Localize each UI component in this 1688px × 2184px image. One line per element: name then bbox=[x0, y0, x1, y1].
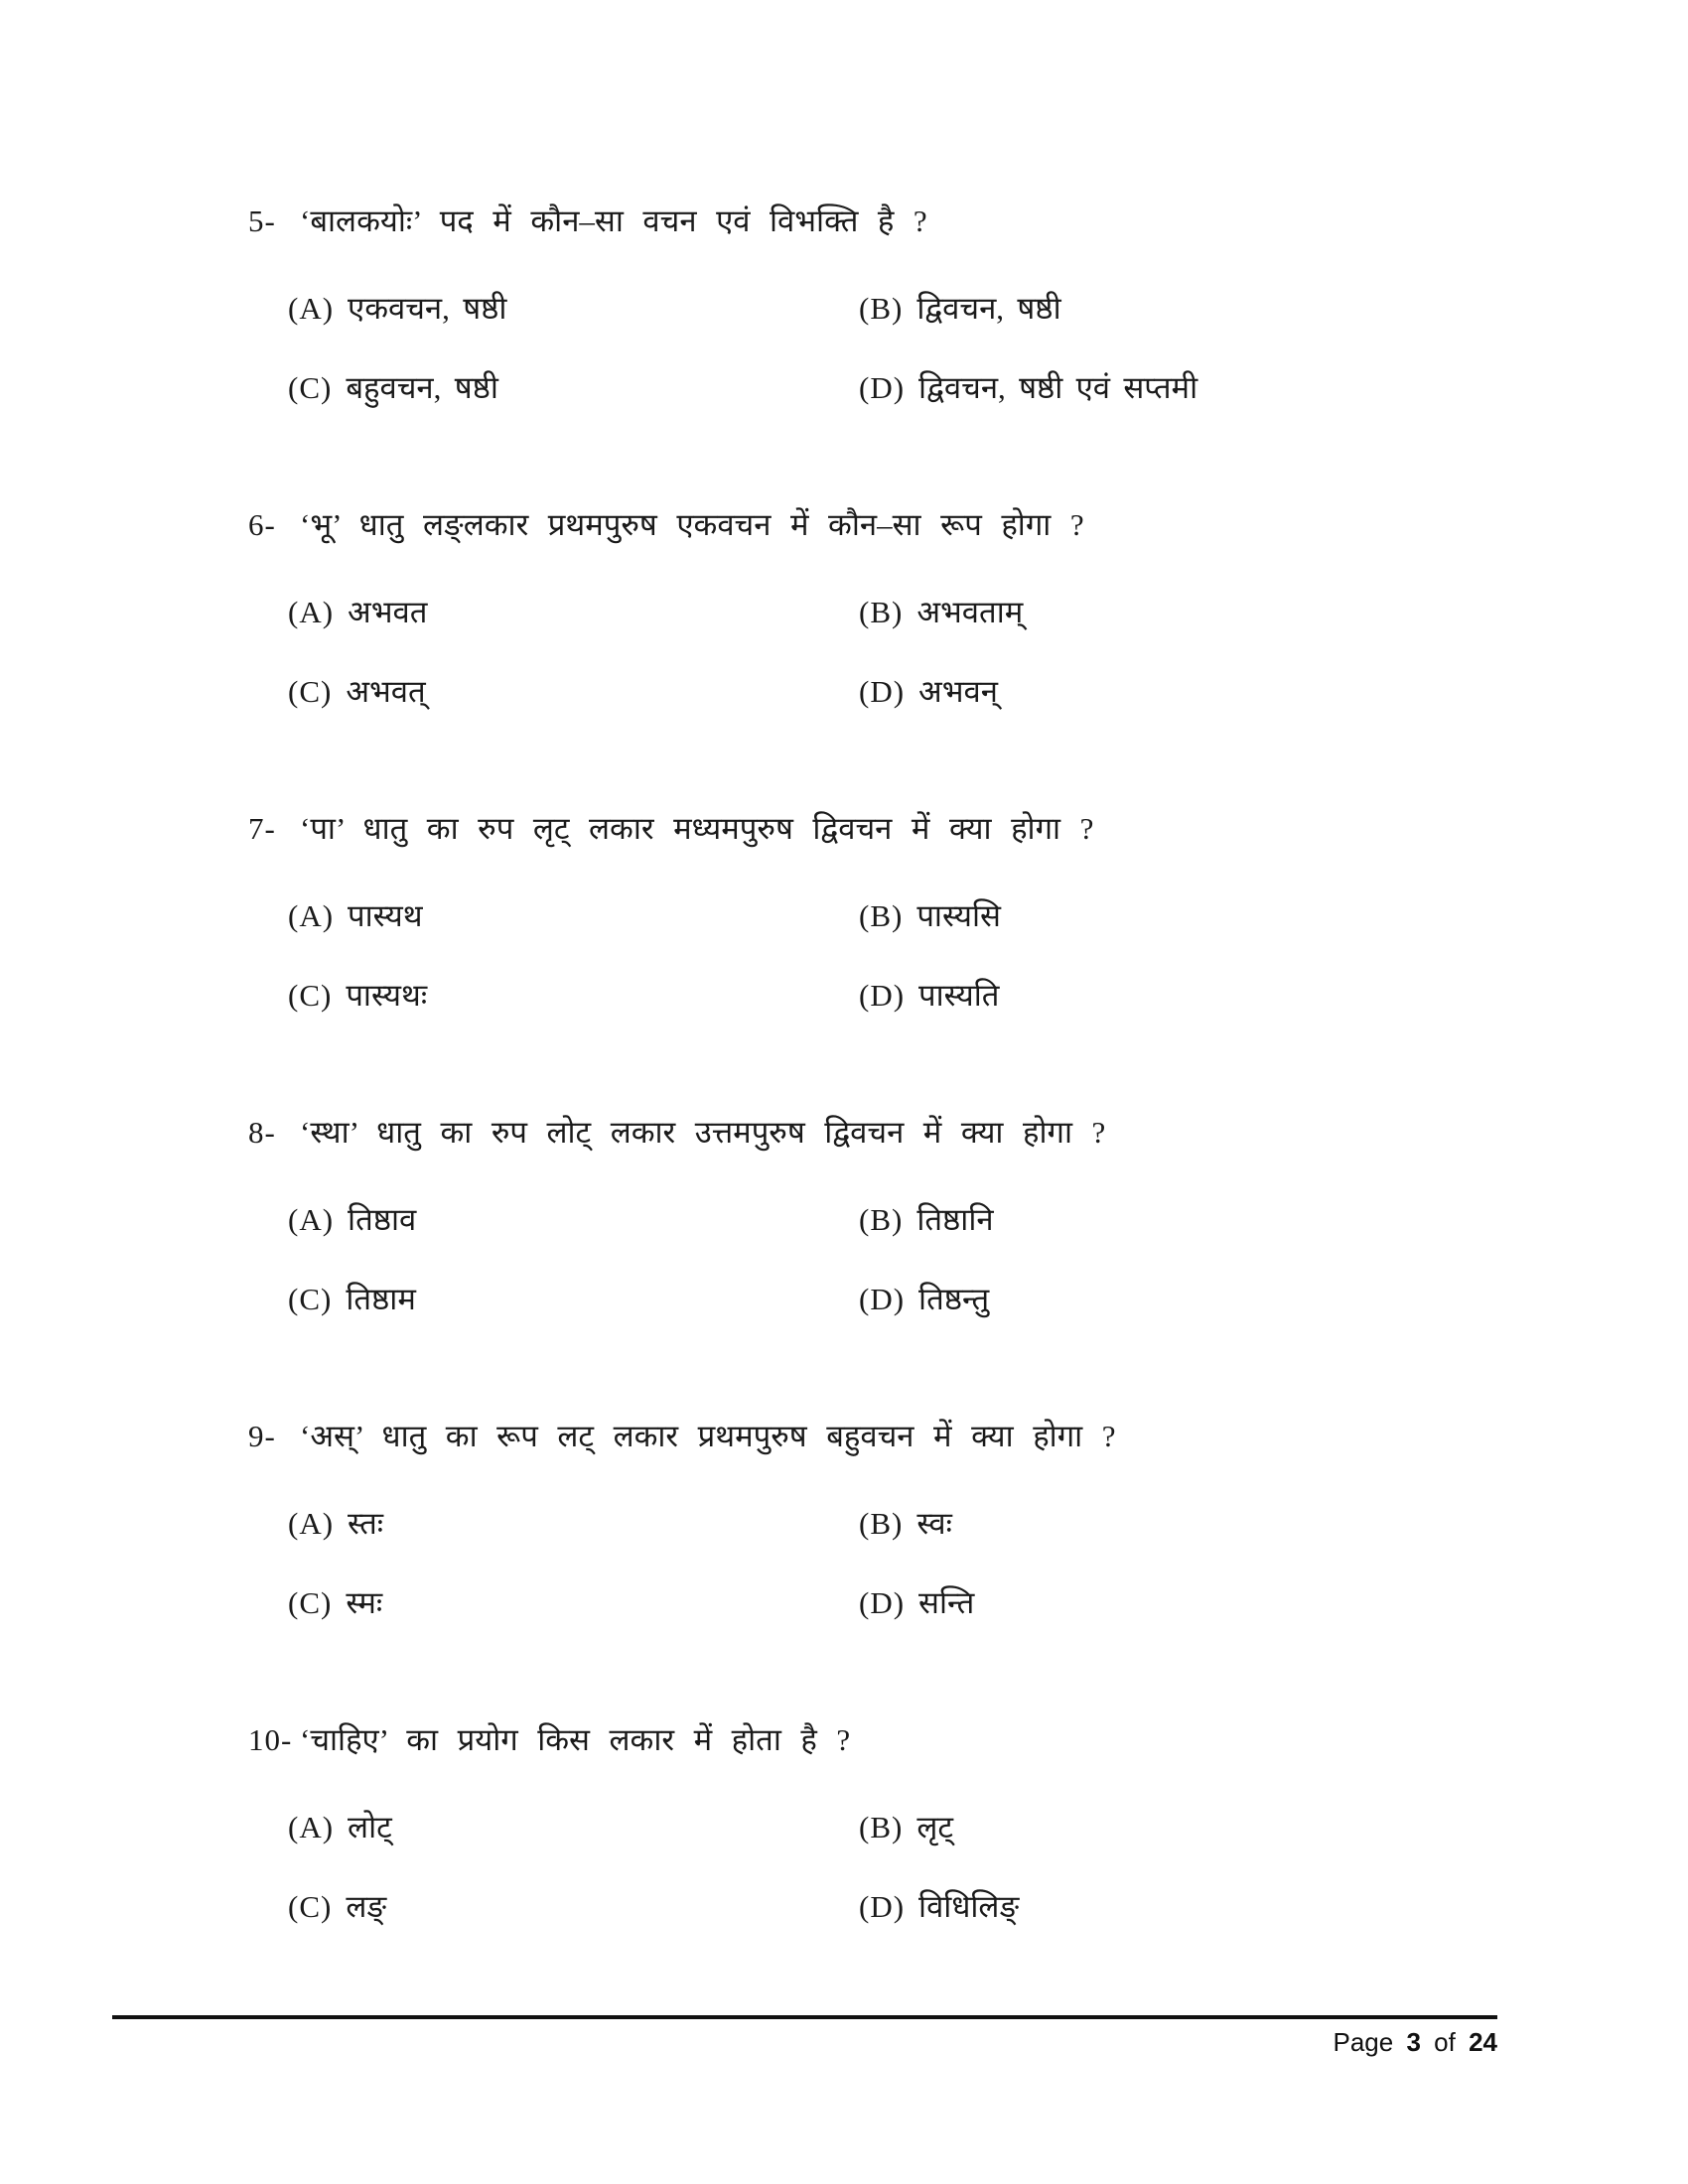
question-line bbox=[248, 199, 1499, 244]
options-grid bbox=[248, 1501, 1499, 1626]
options-grid bbox=[248, 286, 1499, 411]
option-label: (D) bbox=[859, 1585, 906, 1620]
question-text: ‘अस्’ धातु का रूप लट् लकार प्रथमपुरुष बहुवचन में क्या होगा ? bbox=[300, 1419, 1116, 1453]
question-line bbox=[248, 502, 1499, 548]
option-c bbox=[288, 1580, 859, 1626]
options-grid bbox=[248, 893, 1499, 1019]
option-d bbox=[859, 365, 1499, 411]
option-label: (D) bbox=[859, 978, 906, 1013]
page-footer bbox=[112, 2015, 1497, 2058]
option-label: (A) bbox=[288, 1202, 335, 1237]
option-label: (A) bbox=[288, 1506, 335, 1541]
option-c bbox=[288, 669, 859, 715]
option-text: तिष्ठाम bbox=[346, 1282, 416, 1316]
option-label: (C) bbox=[288, 674, 333, 709]
option-text: अभवत bbox=[348, 595, 428, 629]
option-text: एकवचन, षष्ठी bbox=[348, 291, 507, 326]
option-text: पास्यसि bbox=[916, 898, 1001, 933]
question-text: ‘बालकयोः’ पद में कौन–सा वचन एवं विभक्ति है ? bbox=[300, 204, 927, 238]
option-text: लङ् bbox=[346, 1889, 387, 1924]
question-8 bbox=[248, 1110, 1499, 1322]
question-6 bbox=[248, 502, 1499, 715]
option-b bbox=[859, 1501, 1499, 1547]
footer-word-of: of bbox=[1434, 2027, 1456, 2057]
option-text: स्वः bbox=[916, 1506, 952, 1541]
option-label: (C) bbox=[288, 370, 333, 405]
option-b bbox=[859, 1197, 1499, 1243]
question-line bbox=[248, 806, 1499, 852]
option-c bbox=[288, 1884, 859, 1930]
option-label: (B) bbox=[859, 1506, 904, 1541]
question-text: ‘भू’ धातु लङ्लकार प्रथमपुरुष एकवचन में कौन–सा रूप होगा ? bbox=[300, 507, 1084, 542]
option-c bbox=[288, 1277, 859, 1322]
option-text: सन्ति bbox=[918, 1585, 975, 1620]
option-label: (A) bbox=[288, 595, 335, 629]
option-b bbox=[859, 590, 1499, 635]
option-text: बहुवचन, षष्ठी bbox=[346, 370, 498, 405]
option-c bbox=[288, 365, 859, 411]
option-text: स्तः bbox=[348, 1506, 384, 1541]
option-text: स्मः bbox=[346, 1585, 383, 1620]
option-b bbox=[859, 893, 1499, 939]
option-label: (B) bbox=[859, 291, 904, 326]
option-c bbox=[288, 973, 859, 1019]
option-label: (D) bbox=[859, 1889, 906, 1924]
option-text: द्विवचन, षष्ठी एवं सप्तमी bbox=[918, 370, 1198, 405]
option-d bbox=[859, 1277, 1499, 1322]
question-9 bbox=[248, 1414, 1499, 1626]
option-text: लृट् bbox=[916, 1810, 953, 1844]
footer-divider bbox=[112, 2015, 1497, 2019]
option-label: (B) bbox=[859, 898, 904, 933]
option-text: पास्यति bbox=[918, 978, 1000, 1013]
option-label: (D) bbox=[859, 1282, 906, 1316]
option-label: (A) bbox=[288, 1810, 335, 1844]
option-a bbox=[288, 590, 859, 635]
options-grid bbox=[248, 1805, 1499, 1930]
option-label: (B) bbox=[859, 595, 904, 629]
question-line bbox=[248, 1110, 1499, 1156]
option-label: (C) bbox=[288, 1889, 333, 1924]
option-label: (C) bbox=[288, 978, 333, 1013]
option-text: तिष्ठन्तु bbox=[918, 1282, 990, 1316]
option-b bbox=[859, 286, 1499, 332]
options-grid bbox=[248, 1197, 1499, 1322]
option-d bbox=[859, 973, 1499, 1019]
option-label: (D) bbox=[859, 370, 906, 405]
question-10 bbox=[248, 1717, 1499, 1930]
option-text: द्विवचन, षष्ठी bbox=[916, 291, 1061, 326]
option-a bbox=[288, 1805, 859, 1850]
question-text: ‘चाहिए’ का प्रयोग किस लकार में होता है ? bbox=[300, 1722, 851, 1757]
question-text: ‘पा’ धातु का रुप लृट् लकार मध्यमपुरुष द्विवचन में क्या होगा ? bbox=[300, 811, 1094, 846]
option-d bbox=[859, 669, 1499, 715]
question-number: 5- bbox=[248, 204, 276, 238]
option-text: अभवताम् bbox=[916, 595, 1024, 629]
option-text: अभवत् bbox=[346, 674, 426, 709]
option-text: पास्यथः bbox=[346, 978, 428, 1013]
option-label: (B) bbox=[859, 1202, 904, 1237]
question-number: 9- bbox=[248, 1419, 276, 1453]
question-list bbox=[248, 199, 1499, 2021]
footer-total-pages: 24 bbox=[1469, 2027, 1497, 2057]
question-line bbox=[248, 1414, 1499, 1459]
page-number-indicator bbox=[112, 2027, 1497, 2058]
option-label: (B) bbox=[859, 1810, 904, 1844]
option-text: पास्यथ bbox=[348, 898, 423, 933]
question-line bbox=[248, 1717, 1499, 1763]
option-a bbox=[288, 1501, 859, 1547]
footer-word-page: Page bbox=[1333, 2027, 1394, 2057]
options-grid bbox=[248, 590, 1499, 715]
option-label: (A) bbox=[288, 898, 335, 933]
option-a bbox=[288, 1197, 859, 1243]
option-label: (C) bbox=[288, 1282, 333, 1316]
question-7 bbox=[248, 806, 1499, 1019]
question-number: 8- bbox=[248, 1115, 276, 1150]
option-b bbox=[859, 1805, 1499, 1850]
option-text: तिष्ठाव bbox=[348, 1202, 417, 1237]
option-d bbox=[859, 1580, 1499, 1626]
option-label: (C) bbox=[288, 1585, 333, 1620]
footer-page-number: 3 bbox=[1406, 2027, 1421, 2057]
question-number: 7- bbox=[248, 811, 276, 846]
option-text: अभवन् bbox=[918, 674, 998, 709]
question-text: ‘स्था’ धातु का रुप लोट् लकार उत्तमपुरुष द्विवचन में क्या होगा ? bbox=[300, 1115, 1106, 1150]
option-label: (D) bbox=[859, 674, 906, 709]
option-text: लोट् bbox=[348, 1810, 392, 1844]
option-d bbox=[859, 1884, 1499, 1930]
question-5 bbox=[248, 199, 1499, 411]
option-label: (A) bbox=[288, 291, 335, 326]
option-text: विधिलिङ् bbox=[918, 1889, 1020, 1924]
option-text: तिष्ठानि bbox=[916, 1202, 994, 1237]
option-a bbox=[288, 893, 859, 939]
question-number: 10- bbox=[248, 1722, 293, 1757]
option-a bbox=[288, 286, 859, 332]
question-number: 6- bbox=[248, 507, 276, 542]
